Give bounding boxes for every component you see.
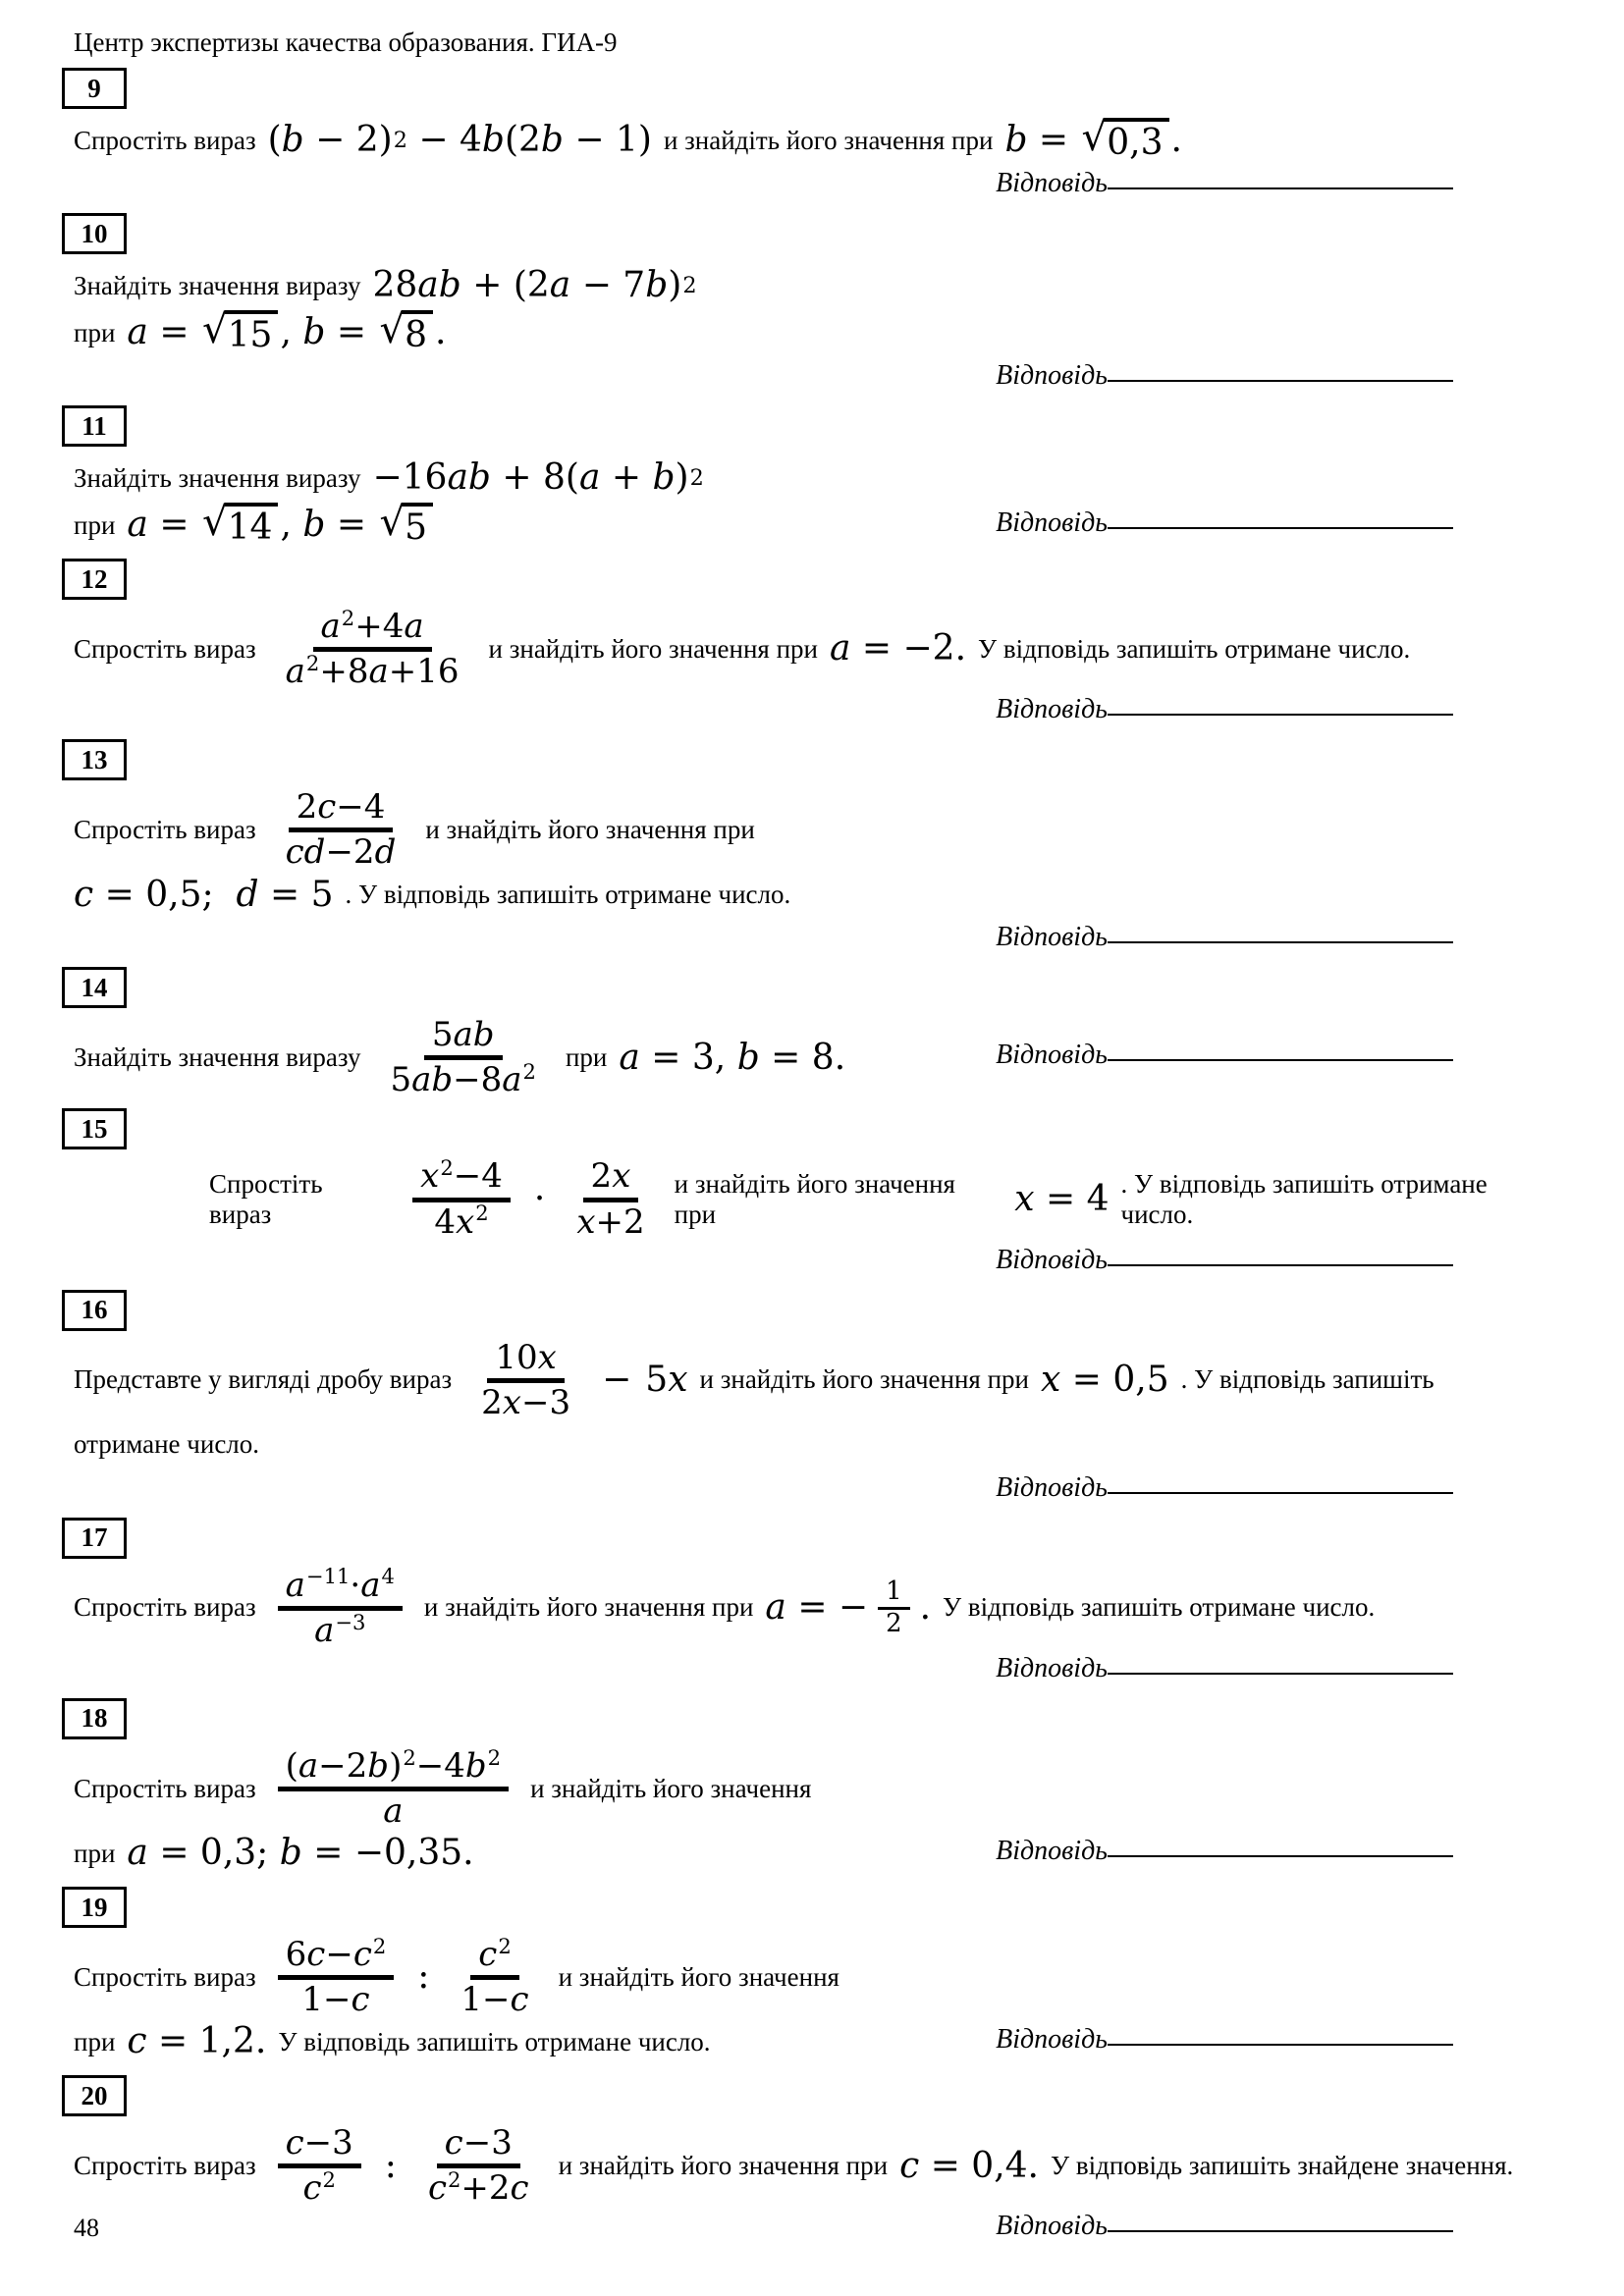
answer-label: Відповідь bbox=[996, 1244, 1108, 1275]
problem-lead: Знайдіть значення виразу bbox=[74, 1041, 361, 1072]
answer-label: Відповідь bbox=[996, 1040, 1108, 1071]
problem-14 bbox=[62, 967, 1565, 1098]
answer-label: Відповідь bbox=[996, 922, 1108, 953]
problem-lead: Знайдіть значення виразу bbox=[74, 462, 361, 493]
answer-line bbox=[1108, 186, 1453, 189]
problem-tail: У відповідь запишіть отримане число. bbox=[978, 633, 1411, 664]
answer-label: Відповідь bbox=[996, 1652, 1108, 1683]
math-expression: 2c−4 cd−2d bbox=[285, 787, 397, 873]
answer-row bbox=[62, 922, 1565, 957]
answer-line bbox=[1108, 939, 1453, 943]
problem-lead: Спростіть вираз bbox=[74, 2150, 256, 2180]
problem-number-box bbox=[62, 1698, 127, 1739]
answer-line bbox=[1108, 525, 1453, 529]
problem-pre: при bbox=[74, 509, 116, 540]
problem-17 bbox=[62, 1518, 1565, 1688]
math-condition: a = √ 15 , b = √ 8 . bbox=[127, 306, 447, 356]
answer-line bbox=[1108, 1671, 1453, 1675]
problem-number-box bbox=[62, 967, 127, 1008]
answer-label: Відповідь bbox=[996, 168, 1108, 198]
math-condition: a = 3, b = 8. bbox=[619, 1037, 846, 1078]
problem-mid: и знайдіть його значення при bbox=[425, 814, 755, 844]
problem-9 bbox=[62, 68, 1565, 203]
answer-row bbox=[996, 2024, 1453, 2059]
answer-label: Відповідь bbox=[996, 1471, 1108, 1503]
answer-row bbox=[996, 1836, 1453, 1871]
problem-tail: . У відповідь запишіть bbox=[1180, 1364, 1435, 1395]
problem-number: 16 bbox=[81, 1295, 108, 1325]
problem-tail: . У відповідь запишіть отримане число. bbox=[1120, 1168, 1494, 1229]
problem-pre: при bbox=[74, 2026, 116, 2056]
problem-lead: Спростіть вираз bbox=[74, 125, 256, 155]
problem-lead: Спростіть вираз bbox=[74, 633, 256, 664]
answer-line bbox=[1108, 2228, 1453, 2232]
problem-lead: Спростіть вираз bbox=[74, 814, 256, 844]
problem-number-box bbox=[62, 739, 127, 780]
math-condition: a = − $\frac{1}{2}$ . bbox=[765, 1575, 932, 1638]
problem-mid: и знайдіть його значення при bbox=[423, 1592, 754, 1623]
math-expression: $6c-c^2$ 1−c : $c^2$ 1−c bbox=[268, 1936, 547, 2018]
problem-tail: У відповідь запишіть отримане число. bbox=[278, 2026, 711, 2056]
problem-number: 17 bbox=[81, 1522, 108, 1553]
problem-pre: при bbox=[565, 1041, 608, 1072]
problem-20 bbox=[62, 2075, 1565, 2246]
answer-line bbox=[1108, 1490, 1453, 1494]
problem-number: 19 bbox=[81, 1892, 108, 1922]
math-expression: $x^2-4$ $4x^2$ · 2x x+2 bbox=[403, 1157, 663, 1240]
problem-tail: У відповідь запишіть отримане число. bbox=[943, 1592, 1376, 1623]
problem-number-box bbox=[62, 405, 127, 447]
problem-number-box bbox=[62, 1108, 127, 1149]
answer-row bbox=[996, 507, 1453, 543]
answer-label: Відповідь bbox=[996, 360, 1108, 391]
math-expression: $a^2+4a$ $a^2+8a+16$ bbox=[285, 605, 460, 692]
math-condition: a = √ 14 , b = √ 5 bbox=[127, 503, 435, 548]
problem-lead: Спростіть вираз bbox=[74, 1773, 256, 1803]
problem-tail: У відповідь запишіть знайдене значення. bbox=[1051, 2150, 1514, 2180]
problem-lead: Спростіть вираз bbox=[209, 1168, 330, 1229]
math-condition: c = 1,2. bbox=[127, 2021, 267, 2062]
problem-number: 10 bbox=[81, 218, 108, 248]
answer-row bbox=[62, 1653, 1565, 1688]
problem-number: 15 bbox=[81, 1113, 108, 1144]
problem-number: 18 bbox=[81, 1703, 108, 1734]
problem-pre: при bbox=[74, 317, 116, 347]
math-expression: −16ab + 8(a + b) 2 bbox=[372, 457, 704, 499]
problem-tail: . У відповідь запишіть отримане число. bbox=[345, 879, 791, 909]
problem-lead: Представте у вигляді дробу вираз bbox=[74, 1364, 453, 1395]
answer-row bbox=[62, 694, 1565, 729]
problem-number: 12 bbox=[81, 563, 108, 594]
page-number: 48 bbox=[74, 2214, 99, 2242]
answer-line bbox=[1108, 1853, 1453, 1857]
math-expression: c−3 $c^2$ : c−3 $c^2+2c$ bbox=[268, 2124, 547, 2207]
answer-label: Відповідь bbox=[996, 2024, 1108, 2056]
problem-mid: и знайдіть його значення при bbox=[558, 2150, 889, 2180]
answer-line bbox=[1108, 1262, 1453, 1266]
math-expression: $a^{-11}\cdot a^4$ $a^{-3}$ bbox=[268, 1567, 412, 1649]
problem-tail-wrap: отримане число. bbox=[74, 1429, 260, 1460]
math-expression: 5ab $5ab-8a^2$ bbox=[390, 1015, 536, 1100]
answer-line bbox=[1108, 712, 1453, 716]
math-expression: (b − 2) 2 − 4b(2b − 1) bbox=[267, 120, 652, 161]
math-expression: $(a-2b)^2-4b^2$ a bbox=[268, 1747, 518, 1830]
problem-number-box bbox=[62, 2075, 127, 2116]
problem-lead: Спростіть вираз bbox=[74, 1592, 256, 1623]
math-condition: a = −2. bbox=[830, 628, 967, 669]
problem-mid: и знайдіть його значення bbox=[530, 1773, 812, 1803]
answer-row bbox=[62, 2211, 1565, 2246]
problem-number: 13 bbox=[81, 744, 108, 774]
problem-15 bbox=[62, 1108, 1565, 1279]
problem-mid: и знайдіть його значення при bbox=[674, 1168, 962, 1229]
problem-mid: и знайдіть його значення bbox=[558, 1961, 839, 1992]
math-condition: a = 0,3; b = −0,35. bbox=[127, 1833, 474, 1874]
answer-line bbox=[1108, 2042, 1453, 2046]
answer-label: Відповідь bbox=[996, 1836, 1108, 1867]
problem-19 bbox=[62, 1887, 1565, 2065]
problem-pre: при bbox=[74, 1838, 116, 1868]
problem-10 bbox=[62, 213, 1565, 396]
problem-mid: и знайдіть його значення при bbox=[699, 1364, 1029, 1395]
answer-label: Відповідь bbox=[996, 507, 1108, 538]
problem-lead: Знайдіть значення виразу bbox=[74, 270, 361, 300]
problem-11 bbox=[62, 405, 1565, 549]
answer-label: Відповідь bbox=[996, 694, 1108, 725]
problem-number: 20 bbox=[81, 2080, 108, 2110]
answer-row bbox=[996, 1040, 1453, 1075]
problem-number-box bbox=[62, 1290, 127, 1331]
problem-mid: и знайдіть його значення при bbox=[488, 633, 818, 664]
problem-number-box bbox=[62, 68, 127, 109]
problem-mid: и знайдіть його значення при bbox=[663, 125, 994, 155]
math-expression: 28ab + (2a − 7b) 2 bbox=[372, 265, 697, 306]
problem-lead: Спростіть вираз bbox=[74, 1961, 256, 1992]
math-condition: x = 4 bbox=[1014, 1178, 1110, 1219]
math-expression: 10x 2x−3 − 5x bbox=[481, 1337, 688, 1422]
document-header: Центр экспертизы качества образования. ГИА-9 bbox=[74, 27, 618, 57]
problem-18 bbox=[62, 1698, 1565, 1877]
problem-number-box bbox=[62, 1887, 127, 1928]
answer-line bbox=[1108, 378, 1453, 382]
problem-16 bbox=[62, 1290, 1565, 1508]
problem-number: 9 bbox=[87, 73, 101, 103]
math-condition: c = 0,5; d = 5 bbox=[74, 874, 334, 915]
problem-12 bbox=[62, 559, 1565, 729]
answer-label: Відповідь bbox=[996, 2211, 1108, 2242]
answer-row bbox=[62, 1472, 1565, 1508]
problem-number-box bbox=[62, 1518, 127, 1559]
problem-13 bbox=[62, 739, 1565, 957]
problem-number: 11 bbox=[81, 410, 107, 441]
math-condition: c = 0,4. bbox=[899, 2145, 1039, 2186]
math-condition: x = 0,5 bbox=[1041, 1359, 1169, 1400]
answer-row bbox=[62, 360, 1565, 396]
answer-row bbox=[62, 168, 1565, 203]
problem-number: 14 bbox=[81, 972, 108, 1002]
math-condition: b = √ 0,3 . bbox=[1004, 114, 1182, 164]
answer-line bbox=[1108, 1057, 1453, 1061]
answer-row bbox=[62, 1245, 1565, 1280]
problem-number-box bbox=[62, 213, 127, 254]
problem-number-box bbox=[62, 559, 127, 600]
